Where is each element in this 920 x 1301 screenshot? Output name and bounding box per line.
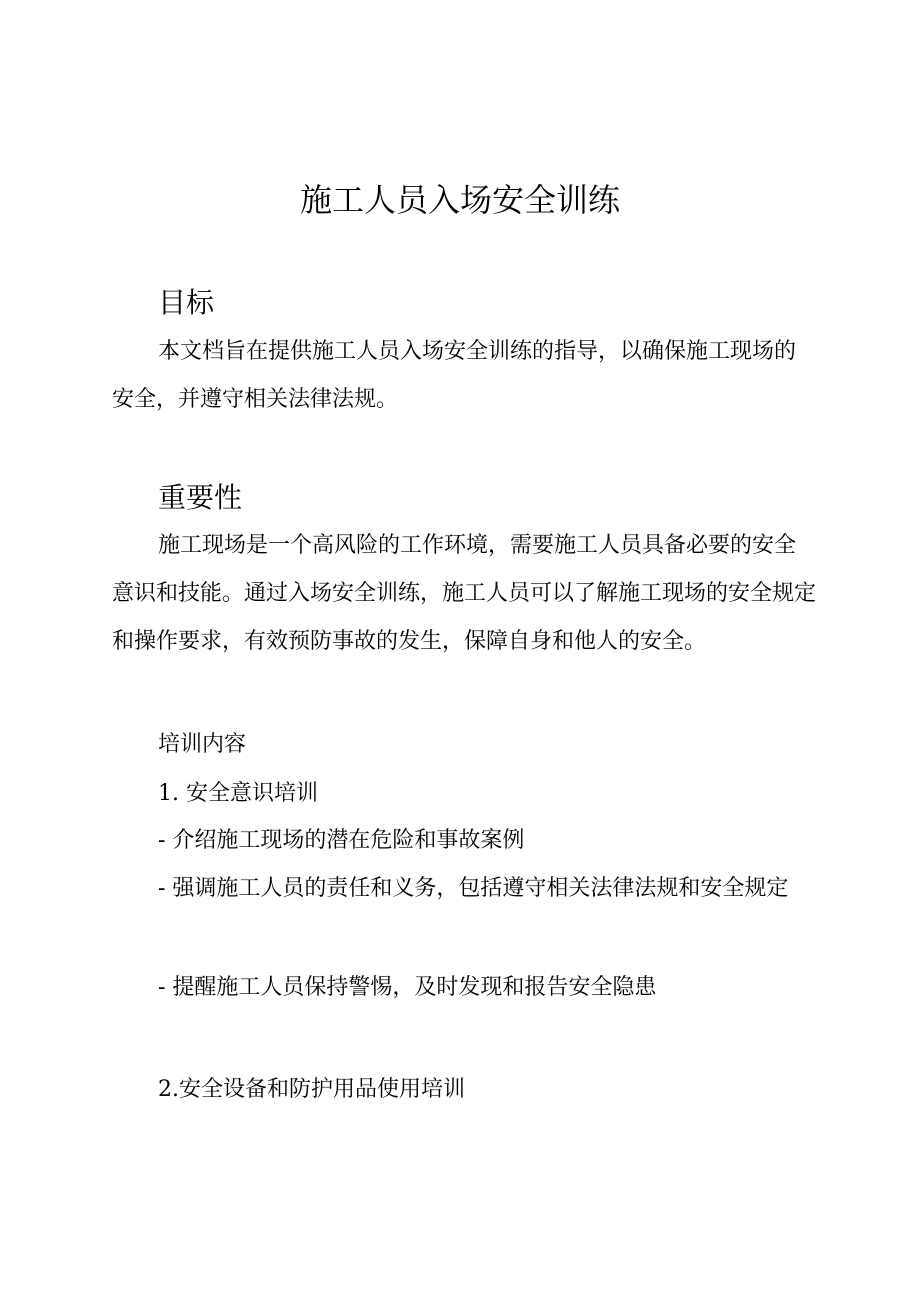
- training-item-1-point: - 提醒施工人员保持警惕，及时发现和报告安全隐患: [158, 975, 657, 1000]
- document-title: 施工人员入场安全训练: [299, 181, 620, 219]
- objective-heading: 目标: [158, 286, 215, 319]
- training-heading: 培训内容: [158, 732, 247, 757]
- importance-paragraph: 施工现场是一个高风险的工作环境，需要施工人员具备必要的安全意识和技能。通过入场安全训练，施工人员可以了解施工现场的安全规定和操作要求，有效预防事故的发生，保障自身和他人的安全。: [112, 533, 817, 654]
- training-item-1-point: - 强调施工人员的责任和义务，包括遵守相关法律法规和安全规定: [158, 876, 789, 901]
- training-item-1-point: - 介绍施工现场的潜在危险和事故案例: [158, 828, 525, 853]
- objective-paragraph: 本文档旨在提供施工人员入场安全训练的指导，以确保施工现场的安全，并遵守相关法律法规。: [112, 339, 797, 412]
- training-item-1-label: 1. 安全意识培训: [158, 781, 318, 806]
- training-item-2-label: 2.安全设备和防护用品使用培训: [158, 1077, 465, 1102]
- importance-heading: 重要性: [158, 481, 243, 514]
